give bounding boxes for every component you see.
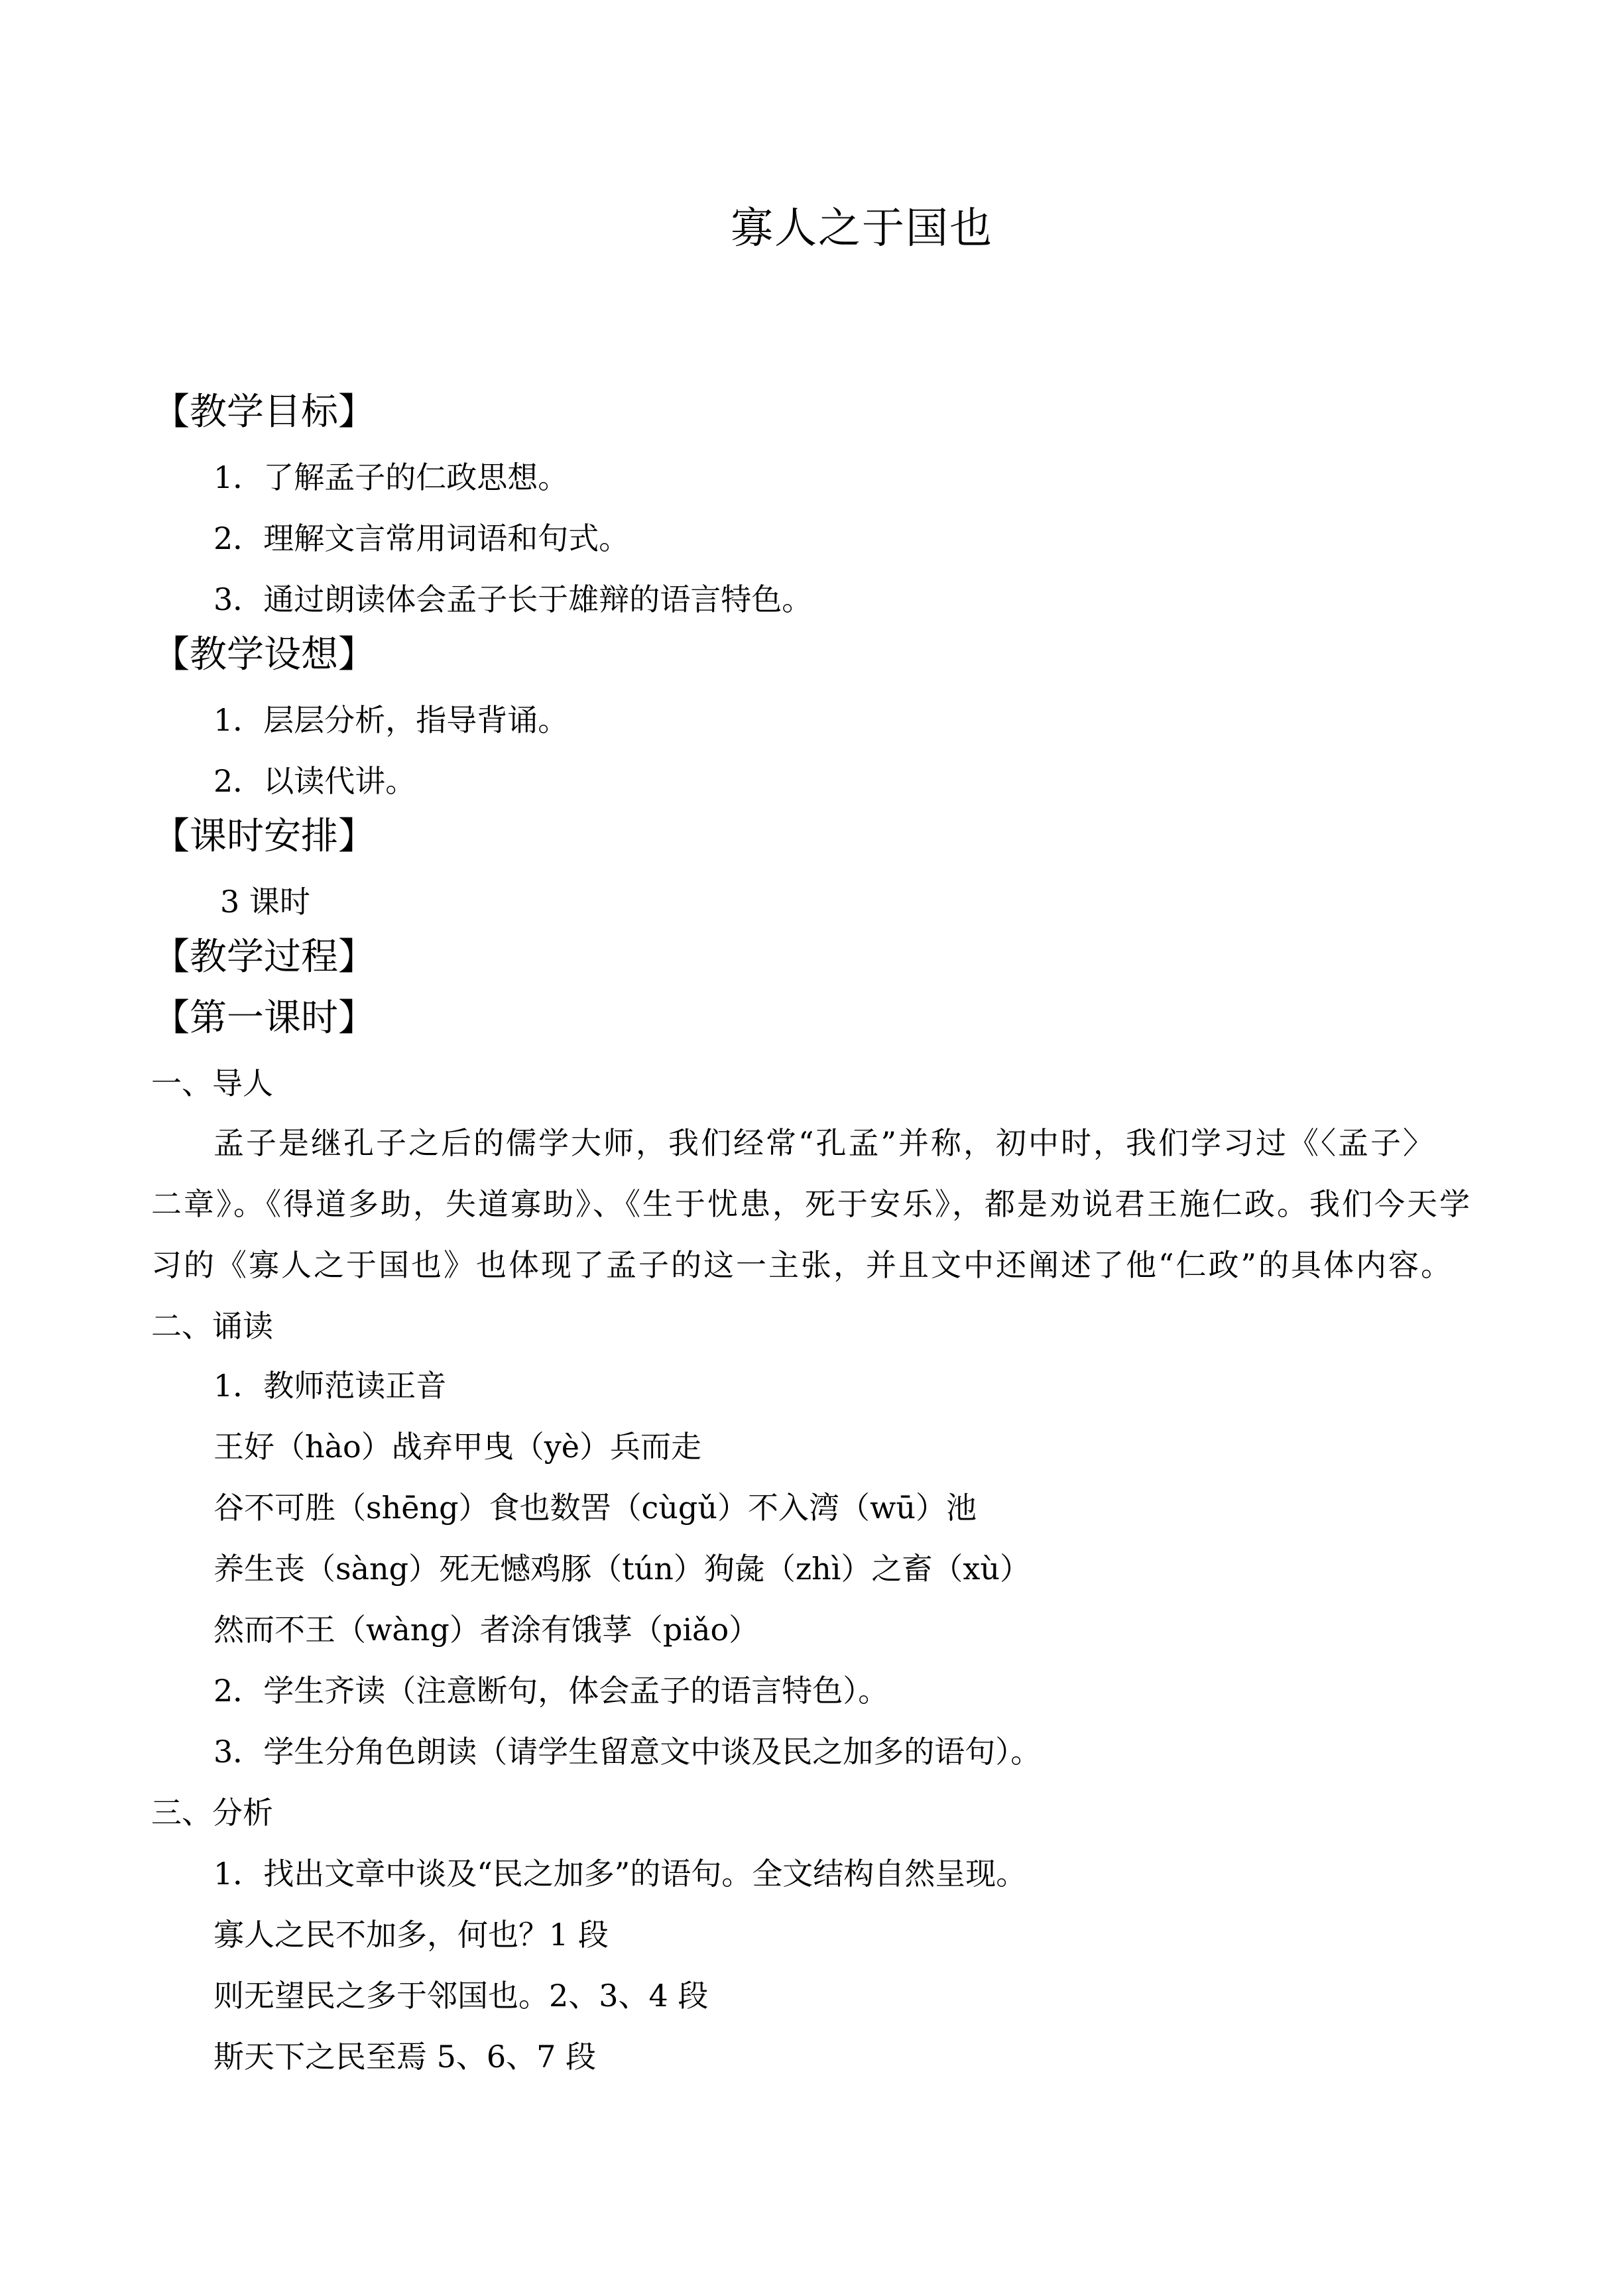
intro-line-2: 二章》。《得道多助，失道寡助》、《生于忧患，死于安乐》，都是劝说君王施仁政。我们今天学	[151, 1186, 1472, 1222]
reading-line-7: 3．学生分角色朗读（请学生留意文中谈及民之加多的语句）。	[213, 1734, 1042, 1770]
goal-item-1: 1．了解孟子的仁政思想。	[213, 459, 569, 495]
process-heading: 【教学过程】	[152, 936, 375, 979]
schedule-text: 3 课时	[220, 884, 310, 920]
analysis-line-1: 1．找出文章中谈及“民之加多”的语句。全文结构自然呈现。	[213, 1856, 1027, 1892]
document-title: 寡人之于国也	[731, 204, 993, 253]
goal-item-2: 2．理解文言常用词语和句式。	[213, 520, 630, 556]
idea-item-2: 2．以读代讲。	[213, 763, 416, 799]
lesson1-heading: 【第一课时】	[152, 997, 375, 1040]
idea-heading: 【教学设想】	[152, 633, 375, 676]
section-2-title: 二、诵读	[151, 1308, 273, 1344]
reading-line-3: 谷不可胜（shēng）食也数罟（cùgǔ）不入湾（wū）池	[213, 1490, 977, 1526]
analysis-line-3: 则无望民之多于邻国也。2、3、4 段	[213, 1978, 709, 2014]
analysis-line-4: 斯天下之民至焉 5、6、7 段	[213, 2039, 597, 2075]
intro-line-1: 孟子是继孔子之后的儒学大师，我们经常“孔孟”并称，初中时，我们学习过《〈孟子〉	[213, 1125, 1436, 1161]
section-3-title: 三、分析	[151, 1795, 273, 1831]
section-1-title: 一、导人	[151, 1065, 273, 1101]
schedule-heading: 【课时安排】	[152, 815, 375, 858]
goals-heading: 【教学目标】	[152, 391, 375, 434]
intro-line-3: 习的《寡人之于国也》也体现了孟子的这一主张，并且文中还阐述了他“仁政”的具体内容。	[151, 1247, 1454, 1283]
goal-item-3: 3．通过朗读体会孟子长于雄辩的语言特色。	[213, 581, 813, 617]
reading-line-2: 王好（hào）战弃甲曳（yè）兵而走	[213, 1429, 701, 1465]
reading-line-1: 1．教师范读正音	[213, 1368, 447, 1404]
reading-line-4: 养生丧（sàng）死无憾鸡豚（tún）狗彘（zhì）之畜（xù）	[213, 1551, 1030, 1587]
idea-item-1: 1．层层分析，指导背诵。	[213, 702, 569, 738]
reading-line-5: 然而不王（wàng）者涂有饿莩（piǎo）	[213, 1612, 760, 1648]
reading-line-6: 2．学生齐读（注意断句，体会孟子的语言特色）。	[213, 1673, 889, 1709]
analysis-line-2: 寡人之民不加多，何也？1 段	[213, 1917, 609, 1953]
